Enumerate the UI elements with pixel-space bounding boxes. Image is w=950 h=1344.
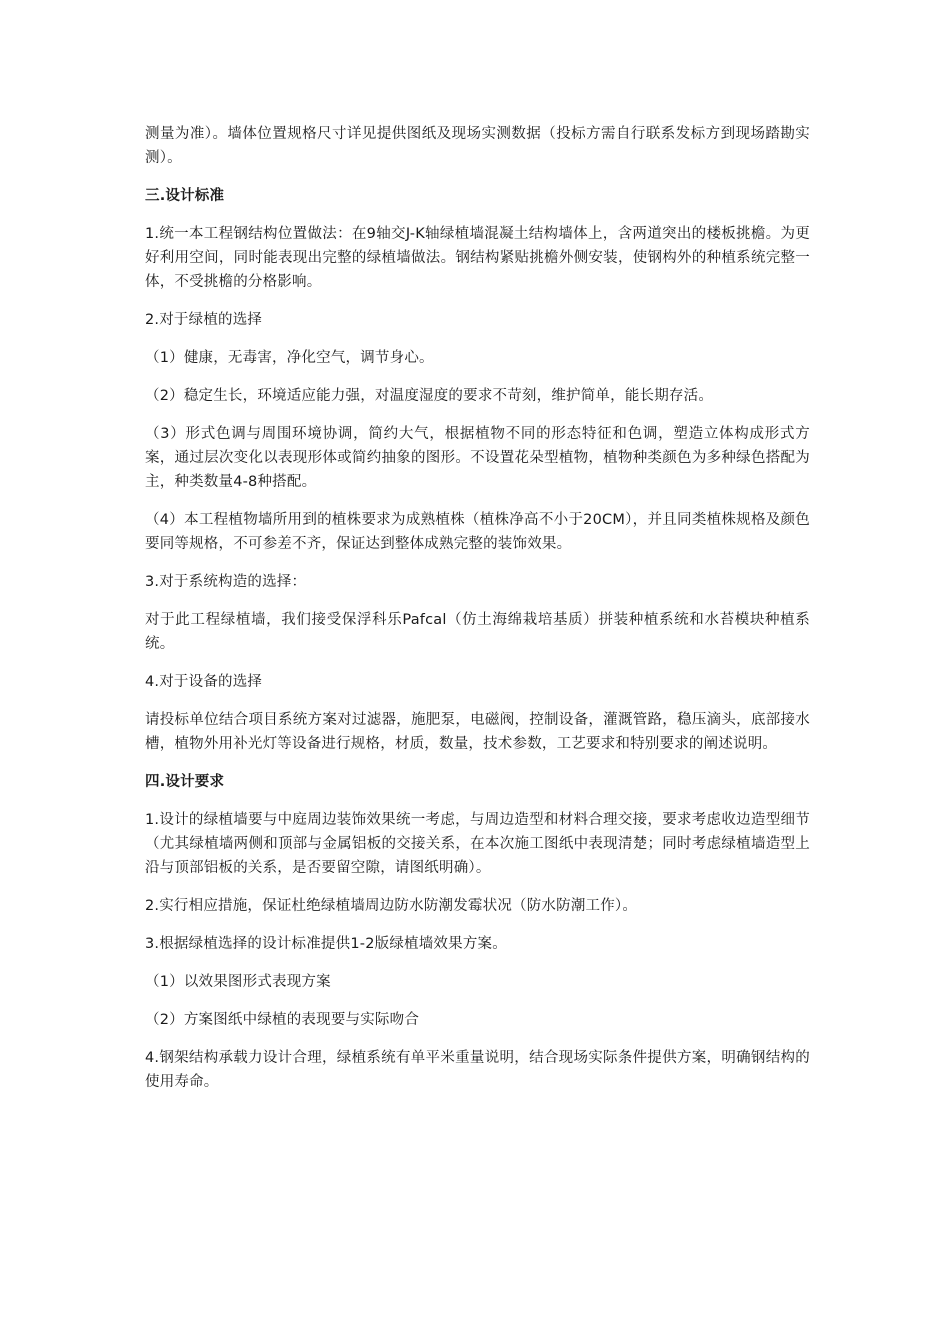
paragraph-system-detail: 对于此工程绿植墙，我们接受保浮科乐Pafcal（仿土海绵栽培基质）拼装种植系统和水苔模块种植系统。 — [145, 612, 810, 652]
paragraph-measurement: 测量为准）。墙体位置规格尺寸详见提供图纸及现场实测数据（投标方需自行联系发标方到现场踏勘实测）。 — [145, 126, 810, 166]
paragraph-plant-req-1: （1）健康，无毒害，净化空气，调节身心。 — [145, 350, 434, 366]
paragraph-plant-req-2: （2）稳定生长，环境适应能力强，对温度湿度的要求不苛刻，维护简单，能长期存活。 — [145, 388, 714, 404]
paragraph-plant-selection: 2.对于绿植的选择 — [145, 312, 263, 328]
paragraph-system-selection: 3.对于系统构造的选择： — [145, 574, 307, 590]
paragraph-requirement-1: 1.设计的绿植墙要与中庭周边装饰效果统一考虑，与周边造型和材料合理交接，要求考虑收边造型细节（尤其绿植墙两侧和顶部与金属铝板的交接关系，在本次施工图纸中表现清楚；同时考虑绿植墙造型上沿与顶部铝板的关系，是否要留空隙，请图纸明确）。 — [145, 812, 810, 876]
paragraph-equipment-selection: 4.对于设备的选择 — [145, 674, 263, 690]
heading-design-requirements: 四.设计要求 — [145, 774, 225, 790]
paragraph-steel-structure: 1.统一本工程钢结构位置做法：在9轴交J-K轴绿植墙混凝土结构墙体上，含两道突出的楼板挑檐。为更好利用空间，同时能表现出完整的绿植墙做法。钢结构紧贴挑檐外侧安装，使钢构外的种植系统完整一体，不受挑檐的分格影响。 — [145, 226, 810, 290]
paragraph-requirement-4: 4.钢架结构承载力设计合理，绿植系统有单平米重量说明，结合现场实际条件提供方案，明确钢结构的使用寿命。 — [145, 1050, 810, 1090]
paragraph-requirement-2: 2.实行相应措施，保证杜绝绿植墙周边防水防潮发霉状况（防水防潮工作）。 — [145, 898, 638, 914]
paragraph-scheme-1: （1）以效果图形式表现方案 — [145, 974, 331, 990]
document-body — [145, 122, 810, 1108]
paragraph-equipment-detail: 请投标单位结合项目系统方案对过滤器，施肥泵，电磁阀，控制设备，灌溉管路，稳压滴头，底部接水槽，植物外用补光灯等设备进行规格，材质，数量，技术参数，工艺要求和特别要求的阐述说明。 — [145, 712, 810, 752]
paragraph-scheme-2: （2）方案图纸中绿植的表现要与实际吻合 — [145, 1012, 420, 1028]
paragraph-plant-req-4: （4）本工程植物墙所用到的植株要求为成熟植株（植株净高不小于20CM），并且同类植株规格及颜色要同等规格，不可参差不齐，保证达到整体成熟完整的装饰效果。 — [145, 512, 810, 552]
paragraph-plant-req-3: （3）形式色调与周围环境协调，简约大气，根据植物不同的形态特征和色调，塑造立体构成形式方案，通过层次变化以表现形体或简约抽象的图形。不设置花朵型植物，植物种类颜色为多种绿色搭配为主，种类数量4-8种搭配。 — [145, 426, 810, 490]
heading-design-standards: 三.设计标准 — [145, 188, 225, 204]
paragraph-requirement-3: 3.根据绿植选择的设计标准提供1-2版绿植墙效果方案。 — [145, 936, 507, 952]
